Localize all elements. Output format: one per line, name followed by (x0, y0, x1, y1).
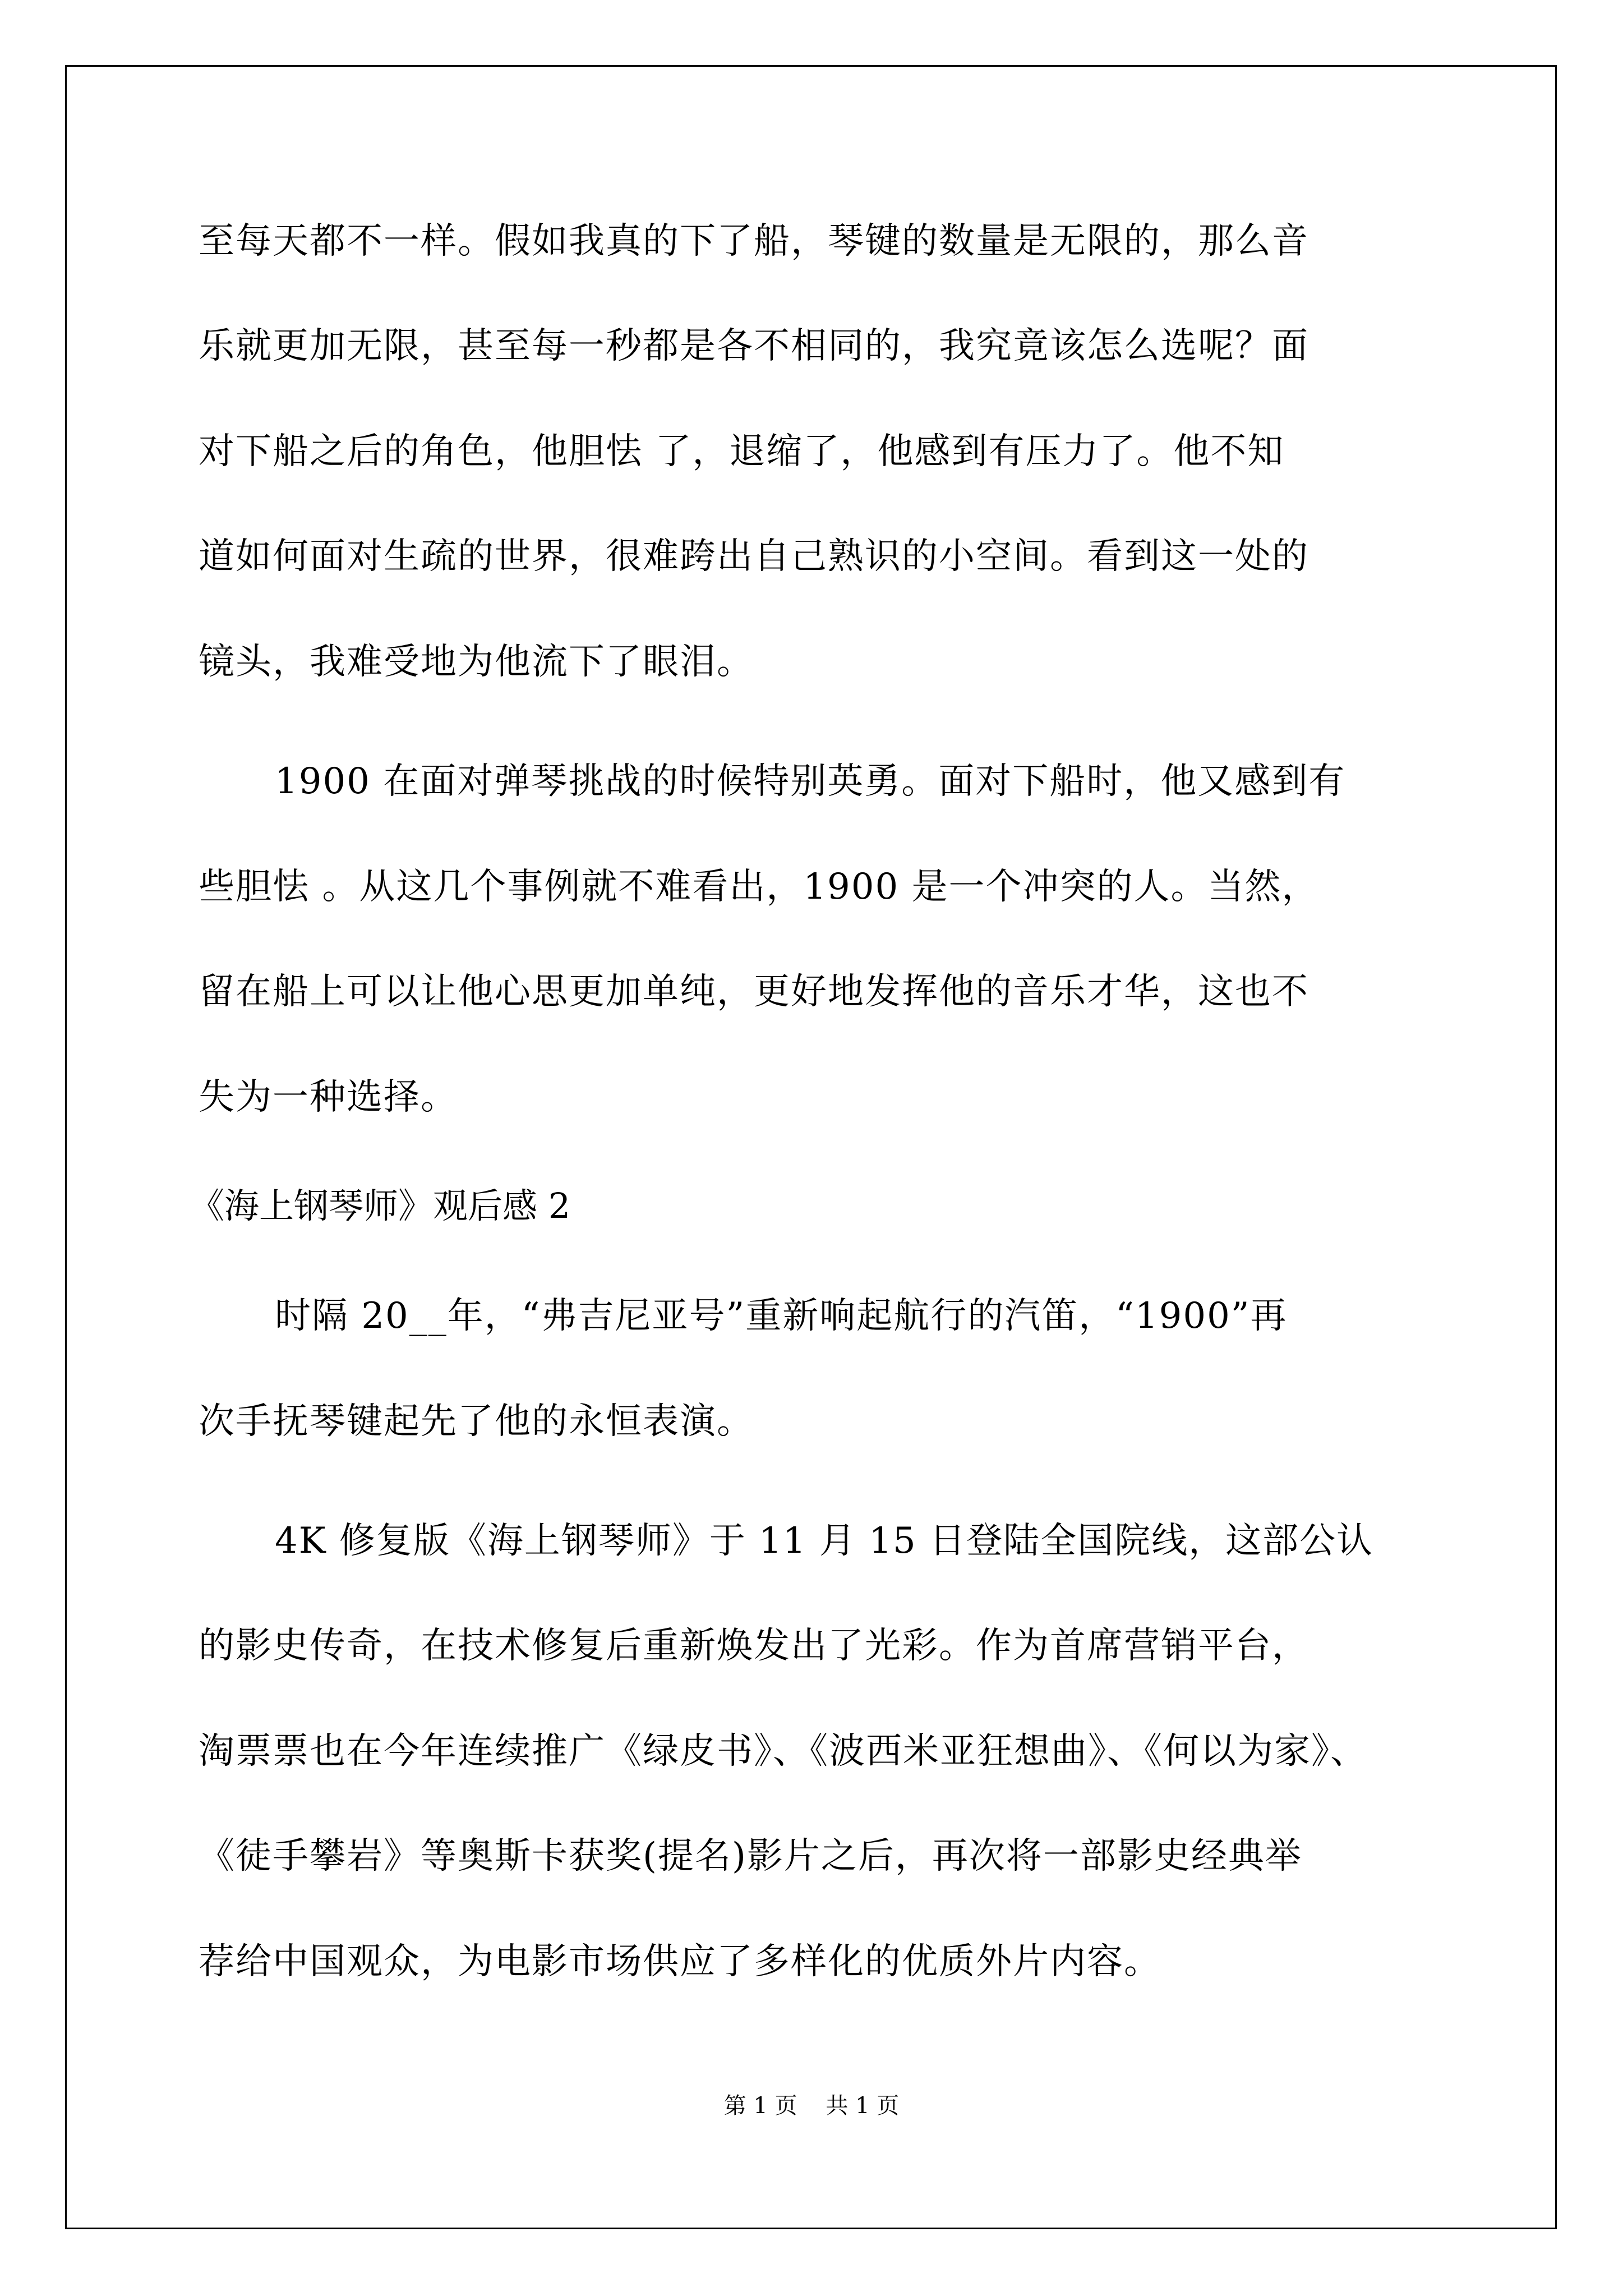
paragraph-4-line-4: 《徒手攀岩》等奥斯卡获奖(提名)影片之后，再次将一部影史经典举 (199, 1835, 1302, 1877)
paragraph-1-line-2: 乐就更加无限，甚至每一秒都是各不相同的，我究竟该怎么选呢？面 (199, 325, 1309, 367)
paragraph-2-line-2: 些胆怯 。从这几个事例就不难看出，1900 是一个冲突的人。当然， (199, 866, 1319, 908)
paragraph-3-line-1: 时隔 20__年，“弗吉尼亚号”重新响起航行的汽笛，“1900”再 (275, 1295, 1288, 1337)
paragraph-4-line-5: 荐给中国观众，为电影市场供应了多样化的优质外片内容。 (199, 1941, 1161, 1982)
paragraph-2-line-3: 留在船上可以让他心思更加单纯，更好地发挥他的音乐才华，这也不 (199, 971, 1309, 1013)
paragraph-3-line-2: 次手抚琴键起先了他的永恒表演。 (199, 1401, 754, 1442)
section-heading: 《海上钢琴师》观后感 2 (190, 1185, 571, 1226)
paragraph-1-line-1: 至每天都不一样。假如我真的下了船，琴键的数量是无限的，那么音 (199, 220, 1309, 262)
paragraph-2-line-1: 1900 在面对弹琴挑战的时候特别英勇。面对下船时，他又感到有 (275, 761, 1346, 802)
paragraph-2-line-4: 失为一种选择。 (199, 1076, 458, 1118)
paragraph-4-line-3: 淘票票也在今年连续推广《绿皮书》、《波西米亚狂想曲》、《何以为家》、 (199, 1731, 1367, 1772)
paragraph-1-line-5: 镜头，我难受地为他流下了眼泪。 (199, 641, 754, 683)
page-number-footer: 第 1 页 共 1 页 (723, 2093, 900, 2119)
page-border (65, 65, 1557, 2229)
paragraph-4-line-2: 的影史传奇，在技术修复后重新焕发出了光彩。作为首席营销平台， (199, 1625, 1309, 1667)
paragraph-1-line-3: 对下船之后的角色，他胆怯 了，退缩了，他感到有压力了。他不知 (199, 431, 1285, 472)
paragraph-4-line-1: 4K 修复版《海上钢琴师》于 11 月 15 日登陆全国院线，这部公认 (275, 1520, 1374, 1562)
paragraph-1-line-4: 道如何面对生疏的世界，很难跨出自己熟识的小空间。看到这一处的 (199, 536, 1309, 577)
